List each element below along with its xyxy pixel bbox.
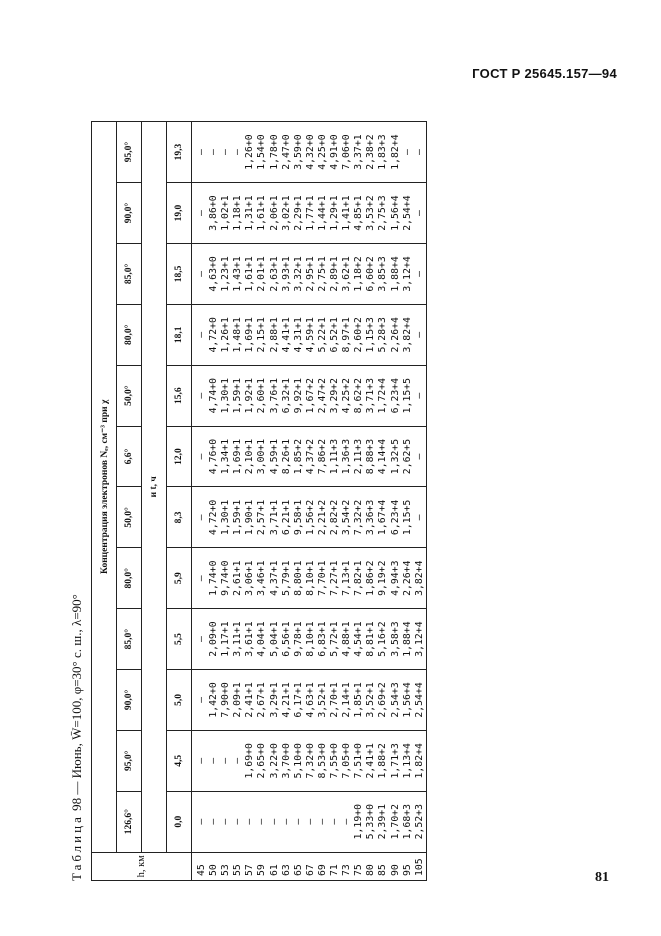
value-column bbox=[192, 304, 427, 365]
value-cell: — bbox=[196, 392, 207, 399]
value-cell: — bbox=[304, 818, 316, 825]
t-cell: 18,5 bbox=[167, 244, 192, 305]
value-cell: 4,32+0 bbox=[304, 134, 316, 170]
value-cell: 4,25+2 bbox=[341, 377, 353, 414]
t-cell: 18,1 bbox=[167, 304, 192, 365]
value-cell: 6,32+1 bbox=[280, 377, 292, 414]
h-value: 53 bbox=[220, 864, 232, 876]
chi-row bbox=[117, 122, 142, 881]
value-cell: 2,38+2 bbox=[365, 134, 377, 170]
value-cell: 2,54+3 bbox=[389, 682, 401, 718]
value-cell: 1,72+4 bbox=[377, 377, 389, 414]
h-value: 69 bbox=[316, 864, 328, 876]
value-column bbox=[192, 791, 427, 852]
h-value: 45 bbox=[196, 864, 207, 876]
t-cell: 4,5 bbox=[167, 730, 192, 791]
value-cell: 1,74+0 bbox=[208, 560, 220, 596]
value-cell: 1,86+2 bbox=[365, 560, 377, 596]
value-cell: 4,85+1 bbox=[353, 195, 365, 231]
value-cell: 1,18+2 bbox=[353, 256, 365, 292]
h-value: 71 bbox=[329, 864, 341, 876]
value-cell: 1,26+1 bbox=[220, 317, 232, 353]
value-cell: 1,82+4 bbox=[413, 743, 425, 779]
value-cell: 2,10+1 bbox=[244, 438, 256, 475]
t-label: и t, ч bbox=[142, 122, 167, 853]
value-column bbox=[192, 487, 427, 548]
value-cell: 1,41+1 bbox=[341, 195, 353, 231]
value-cell: 9,92+1 bbox=[292, 377, 304, 414]
value-cell: 1,13+4 bbox=[401, 743, 413, 779]
value-cell: 1,19+0 bbox=[353, 803, 365, 840]
data-row bbox=[192, 122, 427, 881]
value-cell: 2,41+1 bbox=[244, 682, 256, 718]
caption-text: — Июнь, W̄=100, φ=30° с. ш., λ=90° bbox=[69, 594, 84, 795]
h-value: 85 bbox=[377, 864, 389, 876]
value-cell: 4,41+1 bbox=[280, 317, 292, 353]
value-cell: 1,56+4 bbox=[389, 195, 401, 231]
value-cell: 7,06+0 bbox=[341, 134, 353, 170]
value-cell: 1,85+2 bbox=[292, 438, 304, 475]
h-value: 50 bbox=[208, 864, 220, 876]
value-cell: 6,83+1 bbox=[316, 621, 328, 657]
value-cell: 4,63+0 bbox=[208, 256, 220, 292]
value-cell: 2,67+1 bbox=[256, 682, 268, 718]
value-cell: 1,70+2 bbox=[389, 803, 401, 840]
value-cell: 3,61+1 bbox=[244, 621, 256, 657]
value-cell: — bbox=[413, 453, 425, 460]
value-cell: 9,78+1 bbox=[292, 621, 304, 657]
document-code: ГОСТ Р 25645.157—94 bbox=[472, 66, 617, 81]
value-cell: 9,58+1 bbox=[292, 499, 304, 536]
value-cell: 5,10+0 bbox=[292, 743, 304, 779]
value-cell: — bbox=[196, 514, 207, 521]
value-cell: 4,04+1 bbox=[256, 621, 268, 657]
value-cell: 2,01+1 bbox=[256, 256, 268, 292]
caption-label: Таблица bbox=[69, 814, 84, 881]
value-cell: 5,16+2 bbox=[377, 621, 389, 657]
t-cell: 5,0 bbox=[167, 670, 192, 731]
value-cell: 6,21+1 bbox=[280, 499, 292, 536]
value-cell: 2,95+1 bbox=[304, 256, 316, 292]
value-cell: 1,59+1 bbox=[232, 499, 244, 536]
page-number: 81 bbox=[595, 870, 609, 885]
value-cell: 7,86+2 bbox=[316, 438, 328, 475]
value-column bbox=[192, 730, 427, 791]
value-cell: — bbox=[413, 392, 425, 399]
value-cell: 2,62+5 bbox=[401, 438, 413, 475]
value-cell: — bbox=[232, 149, 244, 156]
group-header: Концентрация электронов Nₑ, см⁻³ при χ bbox=[92, 122, 117, 853]
value-cell: 8,53+0 bbox=[316, 743, 328, 779]
value-cell: — bbox=[196, 697, 207, 703]
value-cell: 1,68+3 bbox=[401, 803, 413, 840]
value-cell: 8,97+1 bbox=[341, 317, 353, 353]
value-cell: 1,15+5 bbox=[401, 377, 413, 414]
value-cell: 8,62+2 bbox=[353, 377, 365, 414]
value-cell: 7,90+0 bbox=[220, 682, 232, 718]
value-cell: — bbox=[196, 757, 207, 764]
value-cell: 1,36+3 bbox=[341, 438, 353, 475]
value-cell: 4,37+1 bbox=[268, 560, 280, 596]
value-cell: 3,37+1 bbox=[353, 134, 365, 170]
value-cell: 6,17+1 bbox=[292, 682, 304, 718]
value-cell: — bbox=[196, 210, 207, 217]
value-cell: 7,05+0 bbox=[341, 743, 353, 779]
value-cell: 1,85+1 bbox=[353, 682, 365, 718]
value-cell: 1,30+1 bbox=[220, 499, 232, 536]
value-cell: — bbox=[196, 453, 207, 460]
value-cell: 3,52+1 bbox=[365, 682, 377, 718]
value-cell: 3,06+1 bbox=[244, 560, 256, 596]
value-cell: 1,82+4 bbox=[389, 134, 401, 170]
value-cell: 2,52+3 bbox=[413, 803, 425, 840]
value-cell: 5,28+3 bbox=[377, 317, 389, 353]
value-cell: 8,88+3 bbox=[365, 438, 377, 475]
value-cell: 4,91+0 bbox=[329, 134, 341, 170]
value-cell: 7,13+1 bbox=[341, 560, 353, 596]
value-cell: 2,60+1 bbox=[256, 377, 268, 414]
value-cell: 1,77+1 bbox=[304, 195, 316, 231]
h-value: 61 bbox=[268, 864, 280, 876]
chi-cell: 80,0° bbox=[117, 304, 142, 365]
value-cell: — bbox=[292, 818, 304, 825]
value-cell: 7,82+1 bbox=[353, 560, 365, 596]
value-cell: 5,22+1 bbox=[316, 317, 328, 353]
value-cell: 7,55+0 bbox=[329, 743, 341, 779]
value-cell: 1,88+4 bbox=[389, 256, 401, 292]
value-cell: 9,74+0 bbox=[220, 560, 232, 596]
value-cell: 6,23+4 bbox=[389, 377, 401, 414]
value-cell: 2,75+3 bbox=[377, 195, 389, 231]
value-cell: 4,14+4 bbox=[377, 438, 389, 475]
value-cell: 7,32+0 bbox=[304, 743, 316, 779]
value-cell: 8,10+1 bbox=[304, 560, 316, 596]
value-cell: — bbox=[220, 818, 232, 825]
value-cell: 4,21+1 bbox=[280, 682, 292, 718]
value-cell: 2,60+2 bbox=[353, 317, 365, 353]
h-value: 73 bbox=[341, 864, 353, 876]
h-column bbox=[192, 852, 427, 880]
value-cell: 1,15+3 bbox=[365, 317, 377, 353]
value-cell: — bbox=[413, 149, 425, 156]
value-cell: 1,83+3 bbox=[377, 134, 389, 170]
value-cell: 5,04+1 bbox=[268, 621, 280, 657]
caption-number: 98 bbox=[69, 797, 84, 811]
value-cell: 1,11+3 bbox=[329, 438, 341, 475]
value-cell: 3,93+1 bbox=[280, 256, 292, 292]
value-cell: 3,52+1 bbox=[316, 682, 328, 718]
value-cell: — bbox=[280, 818, 292, 825]
value-cell: 1,34+1 bbox=[220, 438, 232, 475]
h-value: 65 bbox=[292, 864, 304, 876]
value-cell: 2,54+4 bbox=[413, 682, 425, 718]
value-cell: 2,29+1 bbox=[292, 195, 304, 231]
value-cell: 3,11+1 bbox=[232, 621, 244, 657]
value-cell: 2,26+4 bbox=[401, 560, 413, 596]
chi-cell: 95,0° bbox=[117, 122, 142, 183]
value-cell: 1,31+1 bbox=[244, 195, 256, 231]
value-cell: 1,48+1 bbox=[232, 317, 244, 353]
chi-cell: 6,6° bbox=[117, 426, 142, 487]
chi-cell: 95,0° bbox=[117, 730, 142, 791]
value-cell: 4,88+1 bbox=[341, 621, 353, 657]
value-cell: — bbox=[196, 575, 207, 582]
value-cell: 1,54+0 bbox=[256, 134, 268, 170]
value-cell: — bbox=[401, 149, 413, 156]
value-cell: 1,88+4 bbox=[401, 621, 413, 657]
value-cell: 4,25+0 bbox=[316, 134, 328, 170]
value-cell: 6,52+1 bbox=[329, 317, 341, 353]
value-cell: 3,58+3 bbox=[389, 621, 401, 657]
chi-cell: 85,0° bbox=[117, 244, 142, 305]
value-cell: 1,44+1 bbox=[316, 195, 328, 231]
chi-cell: 85,0° bbox=[117, 609, 142, 670]
value-cell: — bbox=[208, 818, 220, 825]
value-cell: — bbox=[268, 818, 280, 825]
t-cell: 12,0 bbox=[167, 426, 192, 487]
value-cell: 4,59+1 bbox=[268, 438, 280, 475]
value-cell: 4,37+2 bbox=[304, 438, 316, 475]
value-column bbox=[192, 426, 427, 487]
value-cell: 3,12+4 bbox=[401, 256, 413, 292]
value-cell: — bbox=[329, 818, 341, 825]
value-cell: 1,18+1 bbox=[232, 195, 244, 231]
value-cell: 4,63+1 bbox=[304, 682, 316, 718]
value-cell: 1,69+0 bbox=[244, 743, 256, 779]
value-cell: 1,56+4 bbox=[401, 682, 413, 718]
value-cell: 2,09+0 bbox=[208, 621, 220, 657]
value-cell: 5,33+0 bbox=[365, 803, 377, 840]
value-cell: 2,09+1 bbox=[232, 682, 244, 718]
value-cell: 1,61+1 bbox=[244, 256, 256, 292]
value-cell: 9,19+2 bbox=[377, 560, 389, 596]
value-cell: 3,76+1 bbox=[268, 377, 280, 414]
h-value: 63 bbox=[280, 864, 292, 876]
value-cell: 1,23+1 bbox=[220, 256, 232, 292]
value-cell: — bbox=[232, 818, 244, 825]
value-cell: 2,75+1 bbox=[316, 256, 328, 292]
value-cell: — bbox=[413, 331, 425, 338]
value-cell: 3,32+1 bbox=[292, 256, 304, 292]
value-cell: 2,47+2 bbox=[316, 377, 328, 414]
chi-cell: 50,0° bbox=[117, 365, 142, 426]
value-cell: 2,57+1 bbox=[256, 499, 268, 536]
value-cell: 1,26+0 bbox=[244, 134, 256, 170]
value-cell: 4,76+0 bbox=[208, 438, 220, 475]
value-cell: 2,69+2 bbox=[377, 682, 389, 718]
value-cell: — bbox=[196, 270, 207, 277]
value-cell: 2,47+0 bbox=[280, 134, 292, 170]
value-cell: 1,02+1 bbox=[220, 195, 232, 231]
value-cell: 2,88+1 bbox=[268, 317, 280, 353]
value-cell: 3,59+0 bbox=[292, 134, 304, 170]
t-cell: 5,9 bbox=[167, 548, 192, 609]
value-cell: 2,14+1 bbox=[341, 682, 353, 718]
h-value: 57 bbox=[244, 864, 256, 876]
t-cell: 19,3 bbox=[167, 122, 192, 183]
h-value: 67 bbox=[304, 864, 316, 876]
value-cell: 4,74+0 bbox=[208, 377, 220, 414]
value-cell: 8,26+1 bbox=[280, 438, 292, 475]
t-cell: 19,0 bbox=[167, 183, 192, 244]
value-cell: 3,86+0 bbox=[208, 195, 220, 231]
value-cell: — bbox=[196, 818, 207, 825]
value-cell: 2,06+1 bbox=[268, 195, 280, 231]
value-cell: 1,29+1 bbox=[329, 195, 341, 231]
t-cell: 8,3 bbox=[167, 487, 192, 548]
h-value: 80 bbox=[365, 864, 377, 876]
t-cell: 0,0 bbox=[167, 791, 192, 852]
value-cell: 3,54+2 bbox=[341, 499, 353, 536]
value-cell: 3,62+1 bbox=[341, 256, 353, 292]
value-cell: 2,61+1 bbox=[232, 560, 244, 596]
value-cell: 3,29+1 bbox=[268, 682, 280, 718]
value-cell: 2,63+1 bbox=[268, 256, 280, 292]
h-value: 105 bbox=[413, 858, 425, 876]
chi-cell: 80,0° bbox=[117, 548, 142, 609]
value-cell: 6,56+1 bbox=[280, 621, 292, 657]
value-cell: 1,17+1 bbox=[220, 621, 232, 657]
value-cell: — bbox=[220, 757, 232, 764]
value-cell: 2,11+3 bbox=[353, 438, 365, 475]
value-cell: 3,71+1 bbox=[268, 499, 280, 536]
value-cell: 3,36+3 bbox=[365, 499, 377, 536]
value-cell: 3,00+1 bbox=[256, 438, 268, 475]
value-cell: — bbox=[413, 210, 425, 217]
value-cell: 5,72+1 bbox=[329, 621, 341, 657]
t-cell: 5,5 bbox=[167, 609, 192, 670]
value-cell: 1,90+1 bbox=[244, 499, 256, 536]
value-cell: 8,80+1 bbox=[292, 560, 304, 596]
value-cell: 1,30+1 bbox=[220, 377, 232, 414]
electron-density-table bbox=[91, 121, 427, 881]
h-value: 90 bbox=[389, 864, 401, 876]
value-cell: 1,59+1 bbox=[232, 377, 244, 414]
value-cell: 3,82+4 bbox=[401, 317, 413, 353]
value-cell: — bbox=[208, 757, 220, 764]
rotated-table-block bbox=[69, 121, 575, 881]
value-cell: — bbox=[413, 514, 425, 521]
value-cell: 3,22+0 bbox=[268, 743, 280, 779]
value-cell: 3,02+1 bbox=[280, 195, 292, 231]
value-cell: 1,69+1 bbox=[232, 438, 244, 475]
value-cell: 1,67+4 bbox=[377, 499, 389, 536]
value-cell: 1,32+5 bbox=[389, 438, 401, 475]
value-cell: 8,81+1 bbox=[365, 621, 377, 657]
value-cell: 7,51+0 bbox=[353, 743, 365, 779]
value-cell: 1,88+2 bbox=[377, 743, 389, 779]
value-cell: 8,10+1 bbox=[304, 621, 316, 657]
value-column bbox=[192, 122, 427, 183]
h-value: 59 bbox=[256, 864, 268, 876]
value-cell: 1,69+1 bbox=[244, 317, 256, 353]
value-cell: 5,79+1 bbox=[280, 560, 292, 596]
value-column bbox=[192, 244, 427, 305]
value-column bbox=[192, 548, 427, 609]
value-column bbox=[192, 365, 427, 426]
value-cell: 2,21+2 bbox=[316, 499, 328, 536]
value-cell: 3,70+0 bbox=[280, 743, 292, 779]
value-cell: — bbox=[341, 818, 353, 825]
value-cell: 3,12+4 bbox=[413, 621, 425, 657]
table-caption bbox=[69, 594, 85, 881]
value-cell: 2,82+2 bbox=[329, 499, 341, 536]
value-cell: 3,71+3 bbox=[365, 377, 377, 414]
value-cell: 2,89+1 bbox=[329, 256, 341, 292]
chi-cell: 126,6° bbox=[117, 791, 142, 852]
value-cell: 4,59+1 bbox=[304, 317, 316, 353]
h-value: 75 bbox=[353, 864, 365, 876]
h-value: 95 bbox=[401, 864, 413, 876]
value-cell: 2,70+1 bbox=[329, 682, 341, 718]
value-cell: 3,53+2 bbox=[365, 195, 377, 231]
value-cell: 1,78+0 bbox=[268, 134, 280, 170]
t-cell: 15,6 bbox=[167, 365, 192, 426]
h-value: 55 bbox=[232, 864, 244, 876]
value-cell: — bbox=[413, 270, 425, 277]
value-cell: 3,29+2 bbox=[329, 377, 341, 414]
chi-cell: 90,0° bbox=[117, 183, 142, 244]
value-column bbox=[192, 670, 427, 731]
value-cell: — bbox=[232, 757, 244, 764]
value-cell: 1,56+2 bbox=[304, 499, 316, 536]
value-cell: 2,65+0 bbox=[256, 743, 268, 779]
value-cell: 7,32+2 bbox=[353, 499, 365, 536]
value-cell: 2,26+4 bbox=[389, 317, 401, 353]
value-cell: — bbox=[196, 149, 207, 156]
chi-cell: 50,0° bbox=[117, 487, 142, 548]
value-cell: — bbox=[316, 818, 328, 825]
h-header: h, км bbox=[92, 852, 192, 880]
value-cell: 1,42+0 bbox=[208, 682, 220, 718]
value-cell: 3,85+3 bbox=[377, 256, 389, 292]
chi-cell: 90,0° bbox=[117, 670, 142, 731]
value-cell: 1,15+5 bbox=[401, 499, 413, 536]
value-cell: — bbox=[244, 818, 256, 825]
t-row bbox=[167, 122, 192, 881]
value-cell: 2,39+1 bbox=[377, 803, 389, 840]
value-cell: 4,94+3 bbox=[389, 560, 401, 596]
value-cell: 6,60+2 bbox=[365, 256, 377, 292]
value-cell: 4,31+1 bbox=[292, 317, 304, 353]
value-cell: 1,61+1 bbox=[256, 195, 268, 231]
value-cell: 3,82+4 bbox=[413, 560, 425, 596]
value-cell: — bbox=[196, 331, 207, 338]
value-cell: 2,41+1 bbox=[365, 743, 377, 779]
value-cell: 1,71+3 bbox=[389, 743, 401, 779]
value-cell: 4,72+0 bbox=[208, 499, 220, 536]
value-cell: 2,54+4 bbox=[401, 195, 413, 231]
value-cell: 7,27+1 bbox=[329, 560, 341, 596]
value-cell: 1,43+1 bbox=[232, 256, 244, 292]
value-cell: 6,23+4 bbox=[389, 499, 401, 536]
value-cell: 2,15+1 bbox=[256, 317, 268, 353]
value-cell: 1,92+1 bbox=[244, 377, 256, 414]
value-cell: 3,46+1 bbox=[256, 560, 268, 596]
value-cell: 4,72+0 bbox=[208, 317, 220, 353]
value-cell: — bbox=[256, 818, 268, 825]
value-column bbox=[192, 183, 427, 244]
value-cell: — bbox=[220, 149, 232, 156]
value-column bbox=[192, 609, 427, 670]
value-cell: 1,67+2 bbox=[304, 377, 316, 414]
value-cell: 4,54+1 bbox=[353, 621, 365, 657]
value-cell: — bbox=[196, 636, 207, 643]
value-cell: — bbox=[208, 149, 220, 156]
value-cell: 7,70+1 bbox=[316, 560, 328, 596]
